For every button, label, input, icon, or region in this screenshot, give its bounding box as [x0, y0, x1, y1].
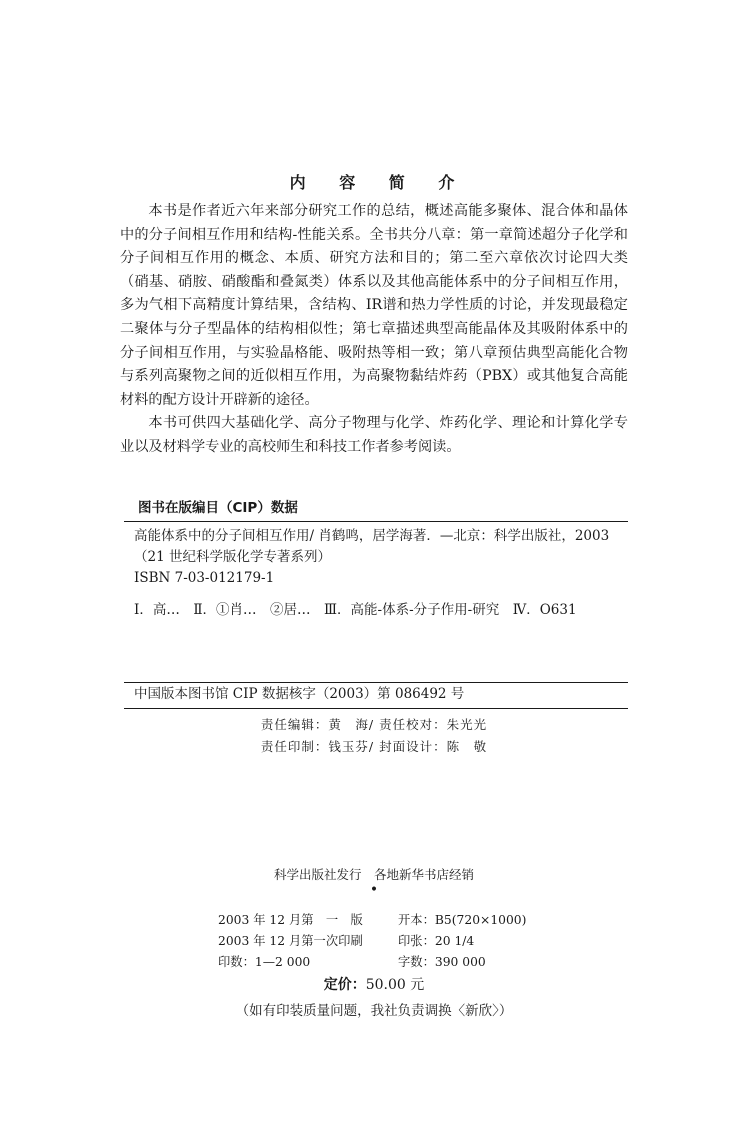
page-title: 内 容 简 介 — [289, 173, 469, 192]
edition-info: 2003 年 12 月第 一 版 — [218, 913, 363, 927]
sheets-info: 印张：20 1/4 — [398, 934, 475, 948]
printing-info: 2003 年 12 月第一次印刷 — [218, 934, 363, 948]
quality-notice: （如有印装质量问题，我社负责调换〈新欣〉） — [235, 1003, 513, 1019]
price-label: 定价： — [323, 977, 366, 993]
editors-block — [0, 714, 748, 758]
editors-line: 责任编辑：黄 海/ 责任校对：朱光光 — [260, 717, 488, 732]
cip-series: （21 世纪科学版化学专著系列） — [134, 549, 331, 565]
words-info: 字数：390 000 — [398, 955, 486, 969]
summary-paragraph: 本书是作者近六年来部分研究工作的总结，概述高能多聚体、混合体和晶体中的分子间相互作用和结构-性能关系。全书共分八章：第一章简述超分子化学和分子间相互作用的概念、本质、研究方法和目的；第二至六章依次讨论四大类（硝基、硝胺、硝酸酯和叠氮类）体系以及其他高能体系中的分子间相互作用，多为气相下高精度计算结果，含结构、IR谱和热力学性质的讨论，并发现最稳定二聚体与分子型晶体的结构相似性；第七章描述典型高能晶体及其吸附体系中的分子间相互作用，与实验晶格能、吸附热等相一致；第八章预估典型高能化合物与系列高聚物之间的近似相互作用，为高聚物黏结炸药（PBX）或其他复合高能材料的配方设计开辟新的途径。 — [120, 203, 628, 408]
cip-isbn: ISBN 7-03-012179-1 — [134, 570, 275, 586]
format-info: 开本：B5(720×1000) — [398, 913, 527, 927]
cip-classification: Ⅰ．高… Ⅱ．①肖… ②居… Ⅲ．高能-体系-分子作用-研究 Ⅳ．O631 — [134, 602, 577, 618]
cip-record — [124, 526, 628, 621]
cip-header: 图书在版编目（CIP）数据 — [124, 498, 628, 522]
cip-number: 中国版本图书馆 CIP 数据核字（2003）第 086492 号 — [124, 682, 628, 709]
publisher-line: 科学出版社发行 各地新华书店经销 — [273, 867, 474, 882]
summary-paragraph: 本书可供四大基础化学、高分子物理与化学、炸药化学、理论和计算化学专业以及材料学专业的高校师生和科技工作者参考阅读。 — [120, 415, 628, 455]
content-summary — [120, 200, 628, 460]
editors-line: 责任印制：钱玉芬/ 封面设计：陈 敬 — [260, 739, 488, 754]
copies-info: 印数：1—2 000 — [218, 955, 311, 969]
print-specs — [218, 910, 548, 973]
price — [0, 974, 748, 996]
cip-entry: 高能体系中的分子间相互作用/ 肖鹤鸣，居学海著．—北京：科学出版社，2003 — [134, 528, 610, 544]
price-value: 50.00 元 — [365, 977, 425, 993]
separator-dot: • — [369, 882, 379, 898]
